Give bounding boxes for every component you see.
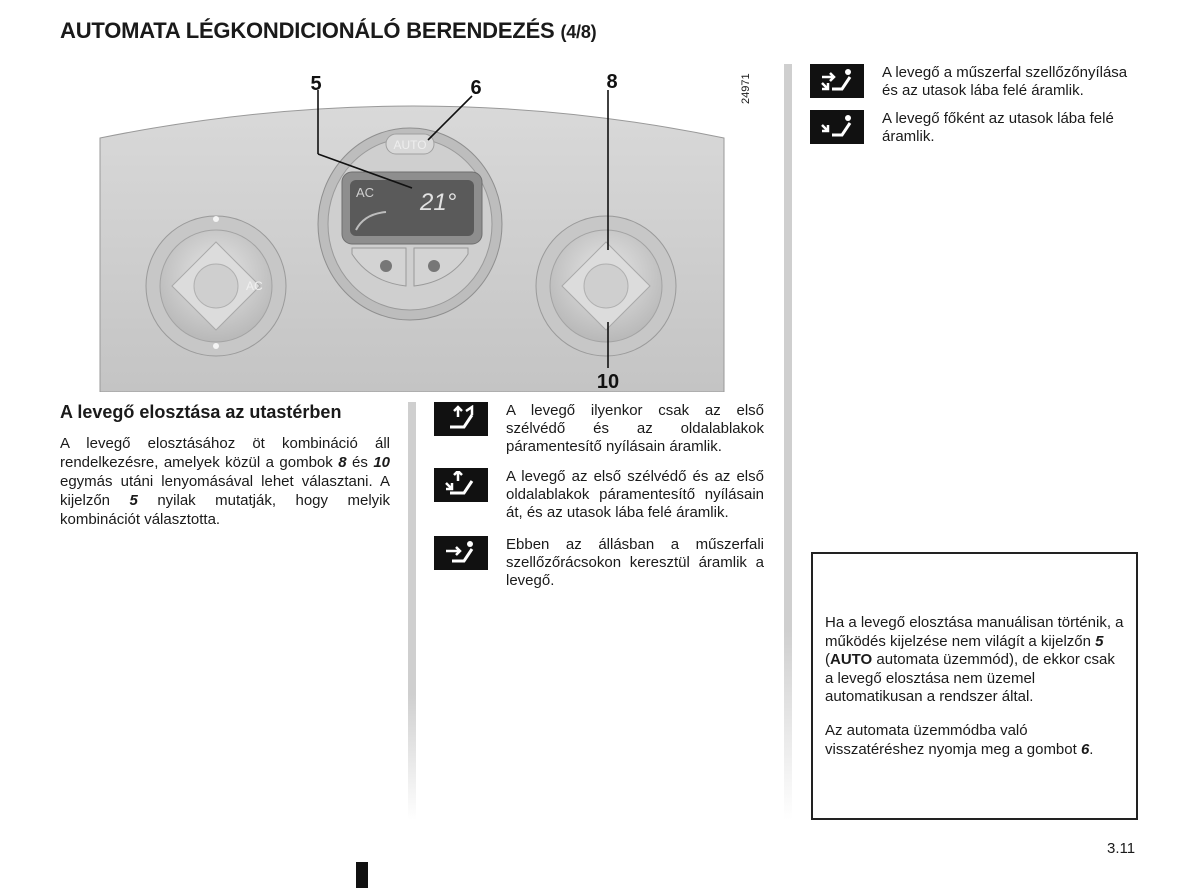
display-mode: AC <box>356 185 375 200</box>
page-edge-marker <box>356 862 368 888</box>
note-ref-6: 6 <box>1080 740 1090 758</box>
mode-item <box>434 536 764 590</box>
page-title-main: AUTOMATA LÉGKONDICIONÁLÓ BERENDEZÉS <box>60 18 555 43</box>
note-text-1c: automata üzemmód), de ekkor csak a levegő elosztása nem üzemel automatikusan a rendszer által. <box>825 651 1115 705</box>
mode-item <box>810 110 1140 148</box>
intro-ref-10: 10 <box>373 454 390 471</box>
ac-button-label: AC <box>246 279 263 293</box>
callout-5: 5 <box>310 73 322 95</box>
callout-8: 8 <box>606 71 618 93</box>
intro-text-3: egymás utáni lenyomásával lehet választani. A kijelzőn <box>60 473 390 509</box>
mode-2-text: A levegő az első szélvédő és az első oldalablakok páramentesítő nyílásain át, és az utasok lába felé áramlik. <box>506 468 764 521</box>
note-paragraph-2 <box>825 722 1127 759</box>
dashboard-vents-icon <box>434 536 488 570</box>
note-text-1b: ( <box>825 651 830 668</box>
dashboard-feet-icon <box>810 64 864 98</box>
feet-icon <box>810 110 864 144</box>
intro-ref-8: 8 <box>338 454 347 471</box>
page-title-part: (4/8) <box>560 22 597 42</box>
windscreen-feet-icon <box>434 468 488 502</box>
note-box <box>811 552 1138 820</box>
intro-text-2: és <box>346 454 374 471</box>
note-text-2a: Az automata üzemmódba való visszatéréshez nyomja meg a gombot <box>825 722 1081 758</box>
intro-paragraph <box>60 434 390 529</box>
note-ref-5: 5 <box>1095 632 1104 650</box>
intro-ref-5: 5 <box>129 492 138 509</box>
mode-3-text: Ebben az állásban a műszerfali szellőzőrácsokon keresztül áramlik a levegő. <box>506 536 764 589</box>
display-temp: 21° <box>420 189 457 216</box>
section-heading: A levegő elosztása az utastérben <box>60 402 342 422</box>
page-title <box>60 18 596 44</box>
mode-item <box>810 64 1140 102</box>
note-auto: AUTO <box>830 651 873 668</box>
note-paragraph-1 <box>825 614 1127 707</box>
column-divider-right <box>784 64 792 820</box>
column-divider-left <box>408 402 416 820</box>
intro-text-1: A levegő elosztásához öt kombináció áll rendelkezésre, amelyek közül a gombok <box>60 435 390 471</box>
windscreen-side-windows-icon <box>434 402 488 436</box>
mode-1-text: A levegő ilyenkor csak az első szélvédő és az oldalablakok páramentesítő nyílásain áramlik. <box>506 402 764 455</box>
figure-code: 24971 <box>740 73 752 104</box>
mode-5-text: A levegő főként az utasok lába felé áramlik. <box>882 110 1114 145</box>
note-text-1a: Ha a levegő elosztása manuálisan történik, a működés kijelzése nem világít a kijelzőn <box>825 614 1124 650</box>
mode-4-text: A levegő a műszerfal szellőzőnyílása és az utasok lába felé áramlik. <box>882 64 1128 99</box>
auto-button-label: AUTO <box>393 138 427 152</box>
intro-text-4: nyilak mutatják, hogy melyik kombinációt választotta. <box>60 492 391 528</box>
note-text-2b: . <box>1089 740 1094 758</box>
callout-6: 6 <box>470 77 482 99</box>
mode-item <box>434 402 764 456</box>
climate-panel-figure <box>60 64 770 392</box>
page-number: 3.11 <box>1107 840 1136 857</box>
callout-10: 10 <box>596 371 620 392</box>
mode-item <box>434 468 764 522</box>
